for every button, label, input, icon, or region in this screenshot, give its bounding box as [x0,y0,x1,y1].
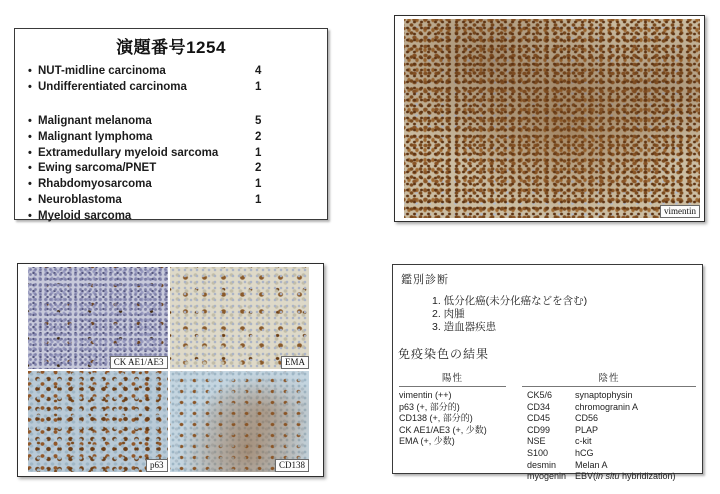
case-row [15,64,327,80]
bullet-icon: • [28,65,32,77]
positive-column [399,370,506,483]
negative-subcolumn-2 [575,390,696,483]
case-label: Myeloid sarcoma [38,209,132,222]
negative-marker: PLAP [575,424,599,435]
negative-marker: c-kit [575,436,592,447]
case-label: Neuroblastoma [38,193,122,206]
case-count: 1 [255,178,262,191]
case-count: 1 [255,146,262,159]
micrograph-ck-ae1-ae3 [28,267,168,369]
positive-marker: CK AE1/AE3 (+, 少数) [399,424,487,435]
negative-subcolumn-1 [527,390,575,483]
case-count: 2 [255,162,262,175]
positive-marker: EMA (+, 少数) [399,436,455,447]
ihc-quad-grid [28,267,309,472]
negative-marker: Melan A [575,459,608,470]
bullet-icon: • [28,162,32,175]
positive-column-header: 陽性 [399,370,506,387]
positive-marker: vimentin (++) [399,390,452,400]
stain-label-p63: p63 [146,459,168,472]
negative-marker: chromogranin A [575,401,639,412]
bullet-icon: • [28,209,32,222]
case-row [15,146,327,162]
stain-label-ck-ae1-ae3: CK AE1/AE3 [110,356,168,369]
case-label: Malignant melanoma [38,115,152,128]
negative-marker: CD56 [575,413,599,424]
differential-diagnosis-box [392,264,703,482]
negative-marker: S100 [527,447,549,458]
case-label: Malignant lymphoma [38,131,153,144]
bullet-icon: • [28,146,32,159]
case-label: NUT-midline carcinoma [38,65,166,77]
case-label: Extramedullary myeloid sarcoma [38,146,219,159]
stain-label-vimentin: vimentin [660,205,700,218]
case-count: 1 [255,193,262,206]
case-row [15,161,327,177]
diagnosis-item: 2. 肉腫 [432,308,465,320]
case-count: 5 [255,115,262,128]
vimentin-micrograph-frame [394,15,705,222]
negative-marker: hCG [575,447,594,458]
diagnosis-item: 3. 造血器疾患 [432,321,497,333]
case-label: Undifferentiated carcinoma [38,80,187,93]
positive-marker: CD138 (+, 部分的) [399,413,473,424]
bullet-icon: • [28,178,32,191]
case-row [15,130,327,146]
vimentin-micrograph [404,19,700,218]
case-list [15,64,327,224]
negative-marker: CD45 [527,413,551,424]
case-label: Ewing sarcoma/PNET [38,162,157,175]
case-row [15,80,327,96]
micrograph-p63 [28,371,168,473]
ebv-italic: in situ [596,471,620,482]
stain-label-cd138: CD138 [275,459,309,472]
bullet-icon: • [28,115,32,128]
diagnosis-item: 1. 低分化癌(未分化癌などを含む) [432,295,588,307]
negative-marker: CD99 [527,424,551,435]
ihc-results-heading: 免疫染色の結果 [398,347,490,361]
bullet-icon: • [28,193,32,206]
case-count: 4 [255,65,262,77]
ihc-quad-frame [17,263,324,477]
case-label: Rhabdomyosarcoma [38,178,152,191]
negative-column-body [522,390,696,483]
negative-marker: CK5/6 [527,390,553,400]
micrograph-cd138 [170,371,310,473]
case-row [15,193,327,209]
case-row [15,114,327,130]
ebv-suffix: hybridization) [619,471,676,482]
slide-title: 演題番号1254 [116,38,226,57]
negative-marker: CD34 [527,401,551,412]
differential-diagnosis-list [432,295,702,334]
case-count: 2 [255,131,262,144]
negative-marker-ebv [575,471,696,483]
case-count: 1 [255,80,262,93]
negative-marker: desmin [527,459,557,470]
positive-marker: p63 (+, 部分的) [399,401,460,412]
ebv-prefix: EBV( [575,471,597,482]
micrograph-ema [170,267,310,369]
stain-label-ema: EMA [281,356,309,369]
differential-diagnosis-heading: 鑑別診断 [401,274,449,286]
case-row [15,177,327,193]
negative-column-header: 陰性 [522,370,696,387]
ihc-results-table [399,370,696,483]
negative-marker: NSE [527,436,546,447]
bullet-icon: • [28,131,32,144]
case-row [15,209,327,225]
case-summary-box [14,28,328,220]
negative-column [522,370,696,483]
negative-marker: myogenin [527,471,567,482]
bullet-icon: • [28,80,32,93]
negative-marker: synaptophysin [575,390,633,400]
